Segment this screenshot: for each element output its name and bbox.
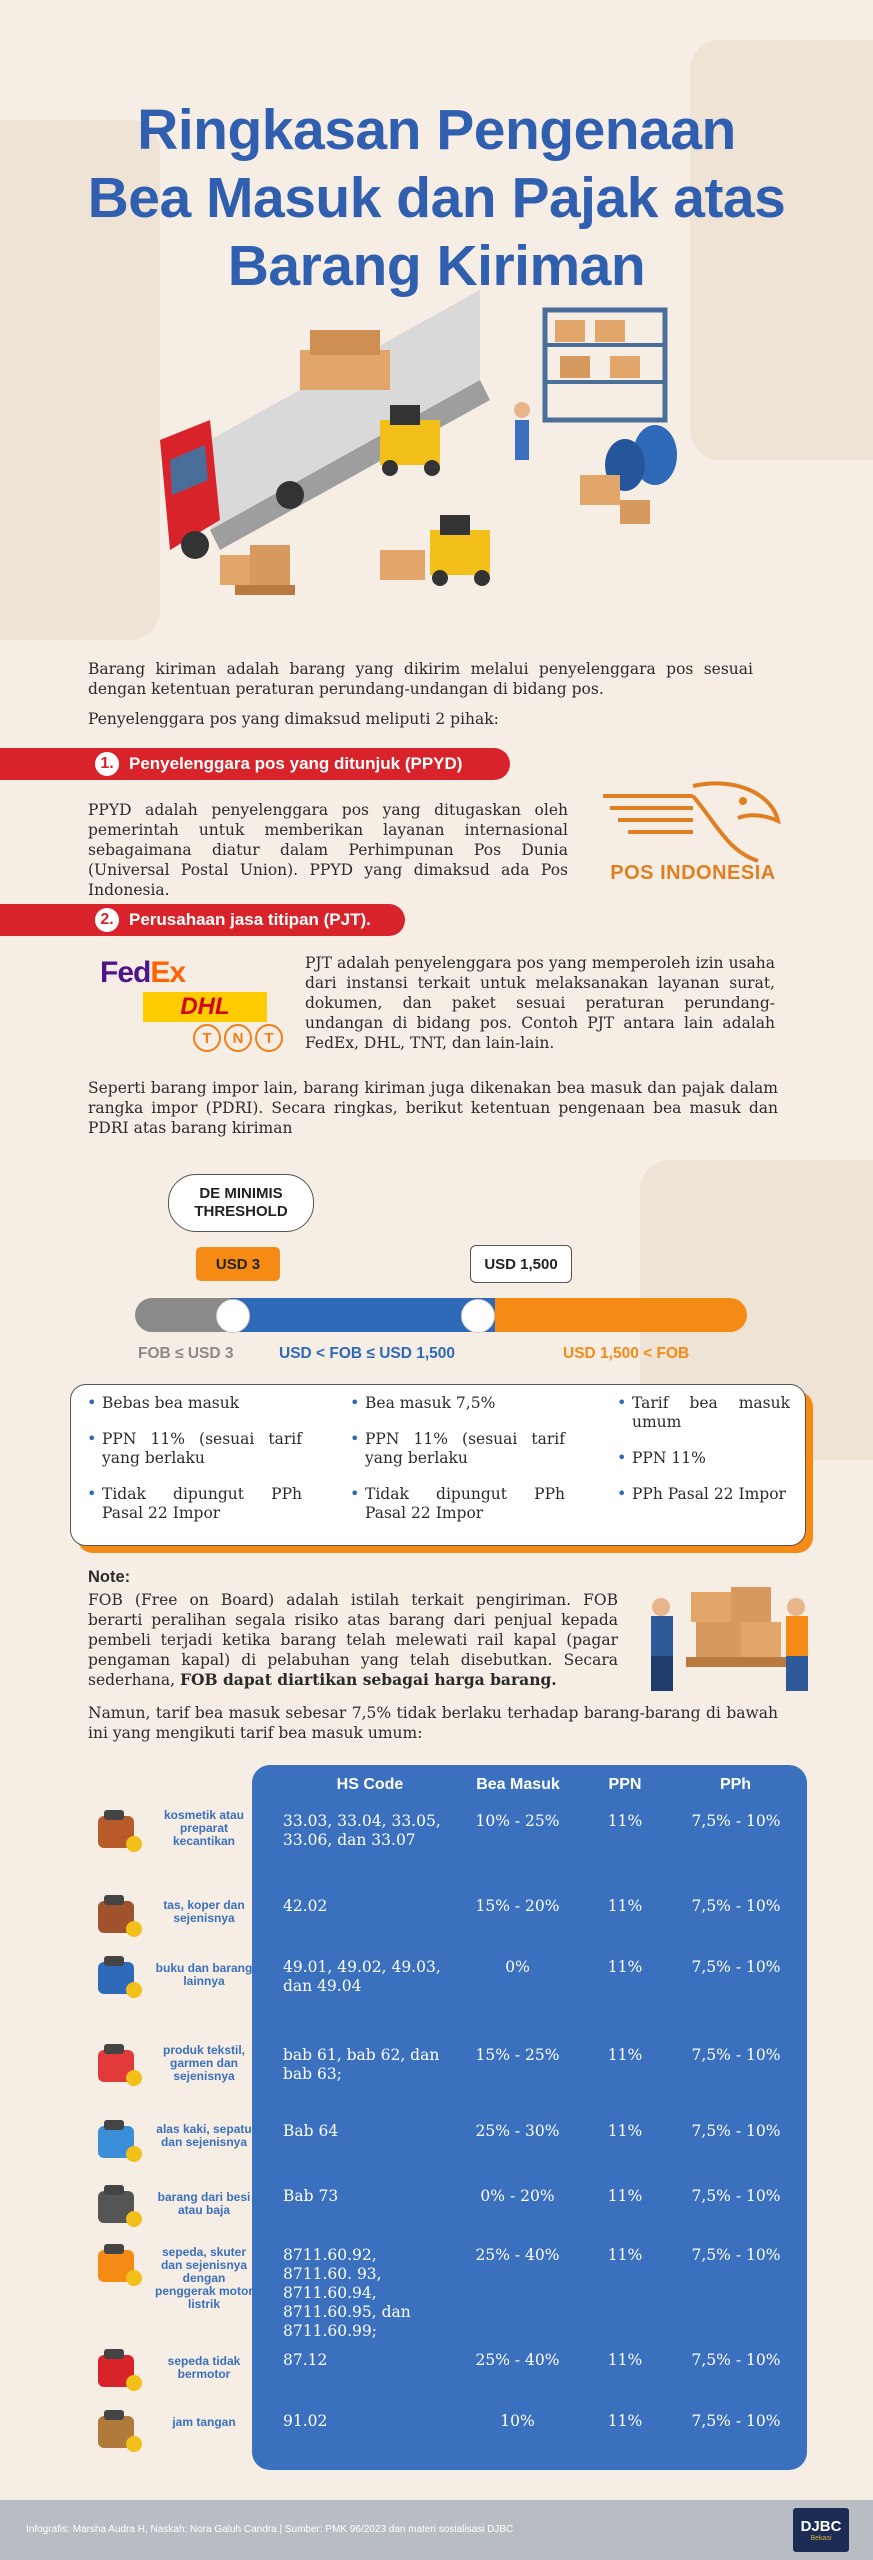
- table-cell-pph: 7,5% - 10%: [691, 2046, 781, 2064]
- table-cell-bea-masuk: 15% - 25%: [475, 2046, 560, 2064]
- fedex-logo-part: Fed: [100, 956, 151, 989]
- table-category-label: produk tekstil, garmen dan sejenisnya: [162, 2043, 245, 2083]
- section-label: Penyelenggara pos yang ditunjuk (PPYD): [129, 754, 463, 773]
- page-title: [0, 96, 873, 300]
- table-header-hs-code: HS Code: [336, 1776, 404, 1793]
- table-cell-ppn: 11%: [607, 1958, 643, 1976]
- section-header-pjt: [0, 904, 405, 936]
- table-cell-bea-masuk: 0% - 20%: [480, 2187, 555, 2205]
- table-cell-hs-code: 42.02: [283, 1897, 328, 1915]
- table-cell-pph: 7,5% - 10%: [691, 1897, 781, 1915]
- djbc-logo-text: DJBC: [800, 2518, 842, 2535]
- table-header-bea-masuk: Bea Masuk: [476, 1776, 560, 1793]
- rule-item: • Tarif bea masuk umum: [617, 1394, 790, 1432]
- table-cell-ppn: 11%: [607, 1897, 643, 1915]
- table-cell-ppn: 11%: [607, 2187, 643, 2205]
- section-number: 1.: [95, 752, 119, 776]
- slider-knob-usd3: [216, 1299, 250, 1333]
- range-label-low: FOB ≤ USD 3: [138, 1345, 234, 1362]
- pjt-description: PJT adalah penyelenggara pos yang memperoleh izin usaha dari instansi terkait untuk melaksanakan layanan surat, dokumen, dan paket sesuai peraturan perundang-undangan di bidang pos. Contoh PJT antara lain adalah FedEx, DHL, TNT, dan lain-lain.: [305, 954, 775, 1052]
- rule-item: • PPN 11%: [617, 1449, 790, 1468]
- dhl-logo: DHL: [143, 992, 267, 1022]
- title-line: Barang Kiriman: [227, 234, 646, 298]
- threshold-label-line: THRESHOLD: [194, 1203, 288, 1220]
- textile-icon: [90, 2038, 148, 2092]
- luggage-icon: [90, 1889, 148, 1943]
- de-minimis-threshold-label: [168, 1174, 314, 1232]
- usd1500-badge: USD 1,500: [470, 1245, 572, 1283]
- title-line: Bea Masuk dan Pajak atas: [87, 166, 786, 230]
- table-cell-ppn: 11%: [607, 2246, 643, 2264]
- books-icon: [90, 1950, 148, 2004]
- table-cell-bea-masuk: 25% - 40%: [475, 2246, 560, 2264]
- table-category-label: sepeda tidak bermotor: [167, 2354, 241, 2381]
- table-cell-ppn: 11%: [607, 2351, 643, 2369]
- usd3-badge: USD 3: [196, 1247, 280, 1281]
- rule-item: • Bea masuk 7,5%: [350, 1394, 565, 1413]
- table-cell-pph: 7,5% - 10%: [691, 2412, 781, 2430]
- table-cell-pph: 7,5% - 10%: [691, 2122, 781, 2140]
- range-label-high: USD 1,500 < FOB: [563, 1345, 690, 1362]
- table-header-ppn: PPN: [608, 1776, 642, 1793]
- note-text: FOB (Free on Board) adalah istilah terkait pengiriman. FOB berarti peralihan segala risiko atas barang dari penjual kepada pembeli terjadi ketika barang telah melewati rail kapal (pagar pengaman kapal) di pelabuhan yang telah disebutkan. Secara sederhana,: [88, 1591, 618, 1689]
- table-category-label: kosmetik atau preparat kecantikan: [163, 1808, 245, 1848]
- djbc-logo: [793, 2508, 849, 2552]
- rule-item: • Tidak dipungut PPh Pasal 22 Impor: [350, 1485, 565, 1523]
- table-cell-hs-code: 49.01, 49.02, 49.03, dan 49.04: [283, 1958, 441, 1995]
- djbc-logo-subtext: Bekasi: [810, 2535, 832, 2542]
- table-cell-hs-code: bab 61, bab 62, dan bab 63;: [283, 2046, 440, 2083]
- rules-column-mid: [350, 1394, 565, 1540]
- table-category-label: barang dari besi atau baja: [157, 2190, 251, 2217]
- table-cell-ppn: 11%: [607, 2122, 643, 2140]
- title-line: Ringkasan Pengenaan: [137, 98, 736, 162]
- table-category-label: alas kaki, sepatu dan sejenisnya: [156, 2122, 252, 2149]
- note-paragraph: [88, 1590, 618, 1690]
- table-cell-pph: 7,5% - 10%: [691, 1958, 781, 1976]
- exception-paragraph: Namun, tarif bea masuk sebesar 7,5% tidak berlaku terhadap barang-barang di bawah ini yang mengikuti tarif bea masuk umum:: [88, 1704, 778, 1742]
- table-cell-hs-code: 33.03, 33.04, 33.05, 33.06, dan 33.07: [283, 1812, 441, 1849]
- tnt-letter: N: [224, 1024, 252, 1052]
- rule-item: • PPN 11% (sesuai tarif yang berlaku: [350, 1430, 565, 1468]
- table-cell-hs-code: 8711.60.92, 8711.60. 93, 8711.60.94, 8711.60.95, dan 8711.60.99;: [283, 2246, 411, 2340]
- shoe-icon: [90, 2114, 148, 2168]
- pos-indonesia-logo-text: POS INDONESIA: [610, 862, 776, 884]
- table-cell-ppn: 11%: [607, 1812, 643, 1830]
- scooter-icon: [90, 2238, 148, 2292]
- tnt-letter: T: [255, 1024, 283, 1052]
- rule-item: • PPh Pasal 22 Impor: [617, 1485, 790, 1504]
- intro-paragraph: Barang kiriman adalah barang yang dikirim melalui penyelenggara pos sesuai dengan ketentuan peraturan perundang-undangan di bidang pos.: [88, 660, 753, 698]
- logistics-illustration: [150, 290, 710, 650]
- note-bold-text: FOB dapat diartikan sebagai harga barang.: [179, 1670, 557, 1689]
- watch-icon: [90, 2404, 148, 2458]
- tnt-logo: [193, 1024, 283, 1052]
- rules-column-high: [617, 1394, 790, 1521]
- slider-knob-usd1500: [461, 1299, 495, 1333]
- section-header-ppyd: [0, 748, 510, 780]
- table-cell-pph: 7,5% - 10%: [691, 2187, 781, 2205]
- threshold-label-line: DE MINIMIS: [199, 1185, 283, 1202]
- range-label-mid: USD < FOB ≤ USD 1,500: [279, 1345, 456, 1362]
- table-cell-ppn: 11%: [607, 2046, 643, 2064]
- table-cell-hs-code: 91.02: [283, 2412, 328, 2430]
- section-number: 2.: [95, 908, 119, 932]
- rule-item: • Tidak dipungut PPh Pasal 22 Impor: [87, 1485, 302, 1523]
- fedex-logo-part: Ex: [150, 956, 186, 989]
- table-cell-hs-code: 87.12: [283, 2351, 328, 2369]
- cosmetics-icon: [90, 1804, 148, 1858]
- warehouse-workers-illustration: [636, 1572, 816, 1697]
- table-cell-pph: 7,5% - 10%: [691, 1812, 781, 1830]
- table-cell-ppn: 11%: [607, 2412, 643, 2430]
- table-cell-bea-masuk: 25% - 40%: [475, 2351, 560, 2369]
- section-label: Perusahaan jasa titipan (PJT).: [129, 910, 371, 929]
- rule-item: • Bebas bea masuk: [87, 1394, 302, 1413]
- bicycle-icon: [90, 2343, 148, 2397]
- table-category-label: sepeda, skuter dan sejenisnya dengan penggerak motor listrik: [154, 2245, 253, 2311]
- rules-column-low: [87, 1394, 302, 1540]
- rule-item: • PPN 11% (sesuai tarif yang berlaku: [87, 1430, 302, 1468]
- table-cell-bea-masuk: 0%: [505, 1958, 530, 1976]
- footer-credits: Infografis: Marsha Audra H, Naskah: Nora Galuh Candra | Sumber: PMK 96/2023 dan materi sosialisasi DJBC: [26, 2524, 514, 2535]
- table-cell-bea-masuk: 10%: [500, 2412, 535, 2430]
- table-cell-bea-masuk: 10% - 25%: [475, 1812, 560, 1830]
- table-cell-hs-code: Bab 73: [283, 2187, 339, 2205]
- table-cell-pph: 7,5% - 10%: [691, 2351, 781, 2369]
- iron-icon: [90, 2179, 148, 2233]
- fedex-logo: [100, 956, 185, 990]
- table-category-label: jam tangan: [172, 2415, 236, 2429]
- table-category-label: buku dan barang lainnya: [155, 1961, 253, 1988]
- note-title: Note:: [88, 1568, 131, 1586]
- table-cell-hs-code: Bab 64: [283, 2122, 339, 2140]
- table-cell-pph: 7,5% - 10%: [691, 2246, 781, 2264]
- table-header-pph: PPh: [719, 1776, 752, 1793]
- intro-paragraph: Penyelenggara pos yang dimaksud meliputi 2 pihak:: [88, 710, 499, 728]
- table-cell-bea-masuk: 15% - 20%: [475, 1897, 560, 1915]
- ppyd-description: PPYD adalah penyelenggara pos yang ditugaskan oleh pemerintah untuk memberikan layanan internasional sebagaimana diatur dalam Perhimpunan Pos Dunia (Universal Postal Union). PPYD yang dimaksud ada Pos Indonesia.: [88, 801, 568, 899]
- summary-paragraph: Seperti barang impor lain, barang kiriman juga dikenakan bea masuk dan pajak dalam rangka impor (PDRI). Secara ringkas, berikut ketentuan pengenaan bea masuk dan PDRI atas barang kiriman: [88, 1079, 778, 1137]
- table-category-label: tas, koper dan sejenisnya: [163, 1898, 245, 1925]
- tnt-letter: T: [193, 1024, 221, 1052]
- table-cell-bea-masuk: 25% - 30%: [475, 2122, 560, 2140]
